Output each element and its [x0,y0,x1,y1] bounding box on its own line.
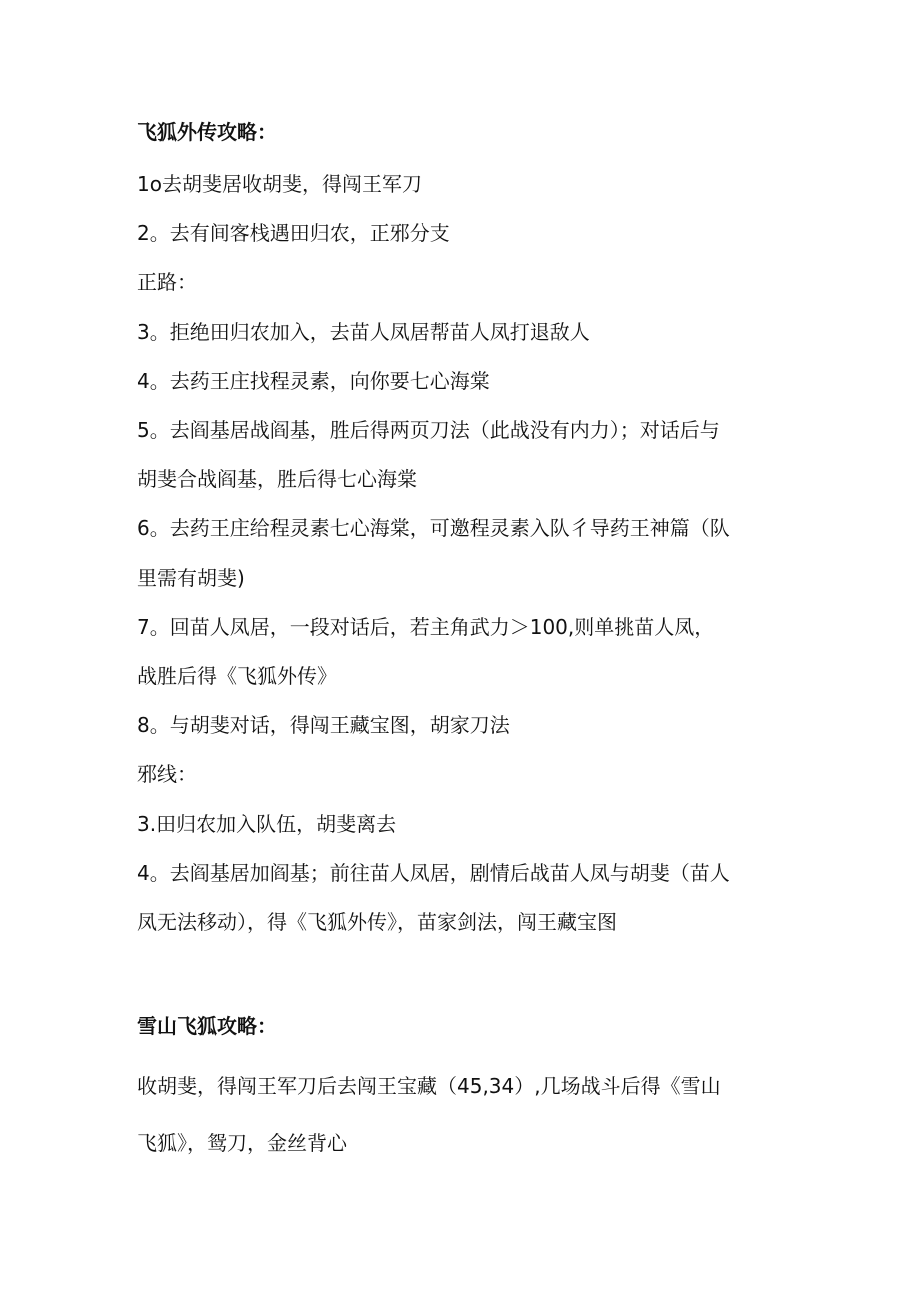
body-line: 邪线： [137,762,197,787]
section-heading: 飞狐外传攻略： [137,120,277,144]
body-line: 正路： [137,270,197,295]
body-line: 7。回苗人凤居，一段对话后，若主角武力＞100,则单挑苗人凤， [137,614,715,639]
body-line: 8。与胡斐对话，得闯王藏宝图，胡家刀法 [137,713,510,738]
body-line: 收胡斐，得闯王军刀后去闯王宝藏（45,34）,几场战斗后得《雪山 [137,1074,721,1098]
body-line: 6。去药王庄给程灵素七心海棠，可邀程灵素入队彳导药王神篇（队 [137,516,730,541]
section-body [137,160,787,947]
body-line: 胡斐合战阎基，胜后得七心海棠 [137,467,417,492]
body-line: 4。去药王庄找程灵素，向你要七心海棠 [137,368,490,393]
section-body [137,1058,787,1172]
body-line: 3.田归农加入队伍，胡斐离去 [137,811,397,836]
body-line: 2。去有间客栈遇田归农，正邪分支 [137,221,450,246]
body-line: 4。去阎基居加阎基；前往苗人凤居，剧情后战苗人凤与胡斐（苗人 [137,860,730,885]
walkthrough-section-feihu-waizhuan [137,112,787,947]
walkthrough-section-xueshan-feihu [137,1006,787,1172]
body-line: 战胜后得《飞狐外传》 [137,664,337,689]
body-line: 3。拒绝田归农加入，去苗人凤居帮苗人凤打退敌人 [137,319,590,344]
body-line: 里需有胡斐) [137,565,245,590]
body-line: 5。去阎基居战阎基，胜后得两页刀法（此战没有内力）；对话后与 [137,418,720,443]
section-heading: 雪山飞狐攻略： [137,1014,277,1038]
body-line: 凤无法移动），得《飞狐外传》，苗家剑法，闯王藏宝图 [137,910,617,935]
body-line: 飞狐》，鸳刀，金丝背心 [137,1131,347,1155]
body-line: 1o去胡斐居收胡斐，得闯王军刀 [137,172,422,196]
